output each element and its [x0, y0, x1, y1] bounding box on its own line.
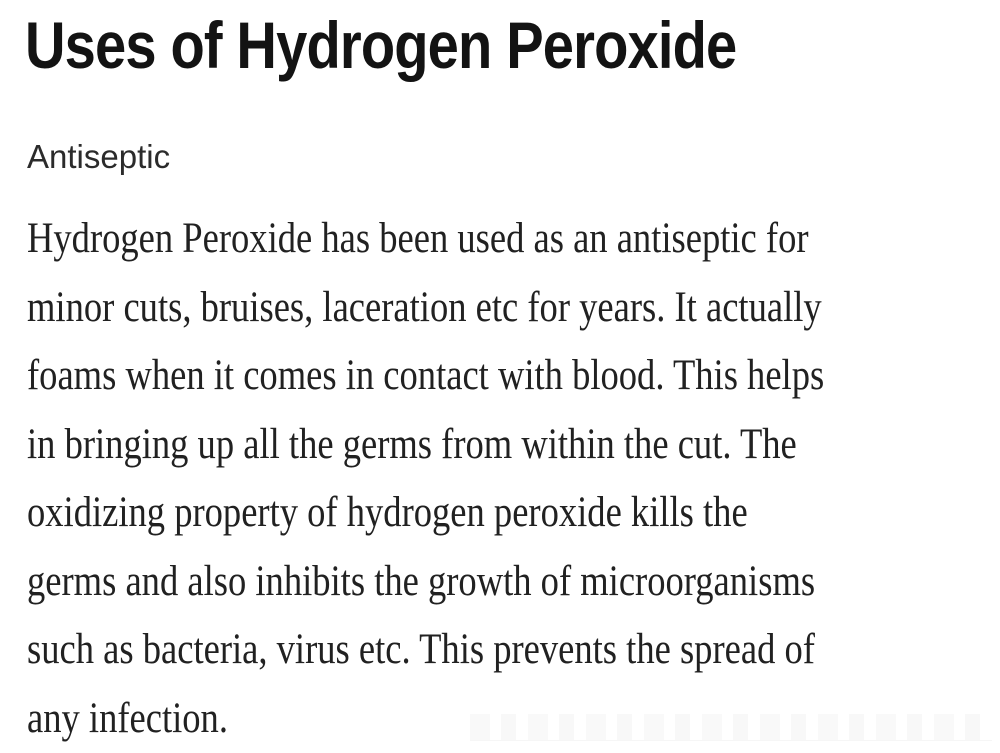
paragraph-line: germs and also inhibits the growth of microorganisms — [27, 548, 1000, 617]
paragraph-line: in bringing up all the germs from within the cut. The — [27, 411, 1000, 480]
paragraph-line: minor cuts, bruises, laceration etc for years. It actually — [27, 274, 1000, 343]
paragraph-line: such as bacteria, virus etc. This prevents the spread of — [27, 616, 1000, 685]
watermark-artifact — [470, 714, 992, 741]
section-heading-antiseptic: Antiseptic — [27, 137, 170, 177]
paragraph-line: oxidizing property of hydrogen peroxide kills the — [27, 479, 1000, 548]
page-title: Uses of Hydrogen Peroxide — [25, 8, 736, 82]
paragraph-line: any infection. — [27, 685, 1000, 753]
body-paragraph — [27, 205, 1000, 753]
paragraph-line: foams when it comes in contact with blood. This helps — [27, 342, 1000, 411]
paragraph-line: Hydrogen Peroxide has been used as an antiseptic for — [27, 205, 1000, 274]
